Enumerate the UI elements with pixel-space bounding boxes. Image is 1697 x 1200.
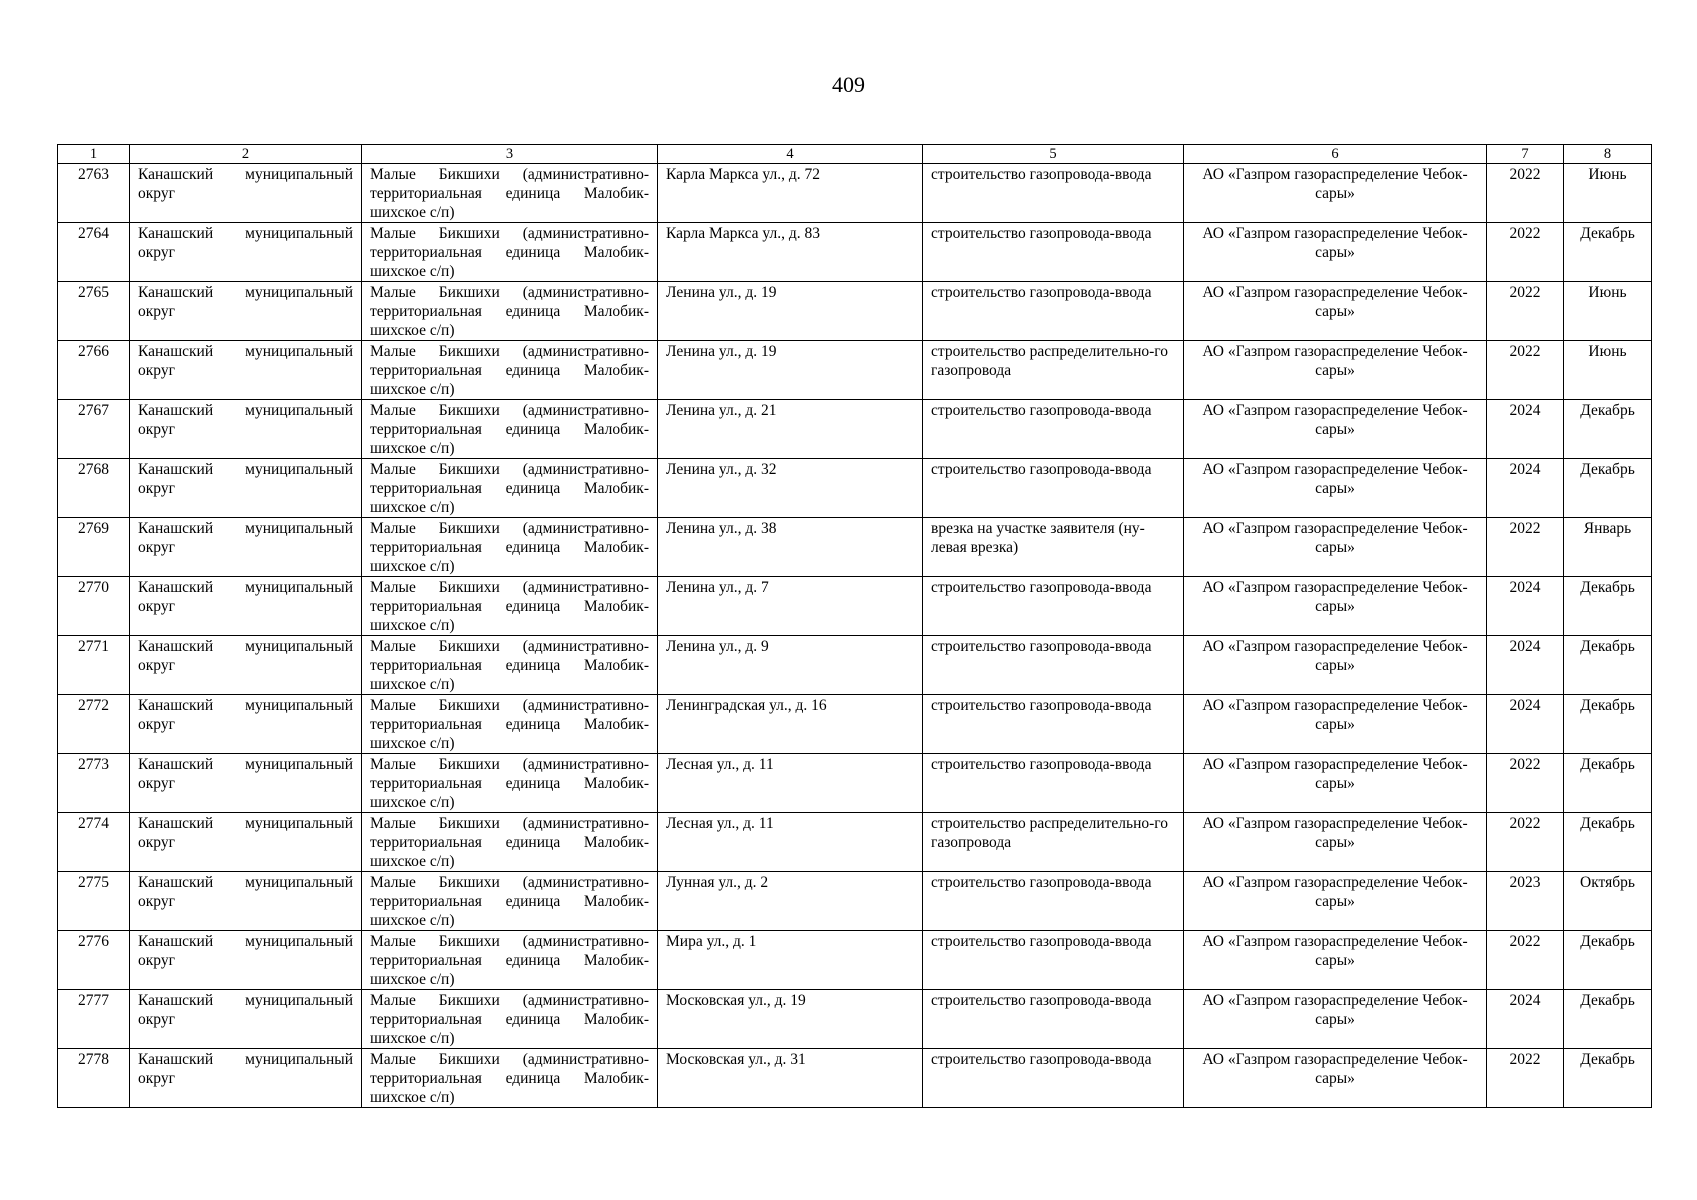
work-type-cell: строительство газопровода-ввода (923, 636, 1184, 695)
organization-cell: АО «Газпром газораспределение Чебок-сары» (1184, 813, 1487, 872)
locality-cell: Малые Бикшихи (административно-территориальная единица Малобик-шихское с/п) (362, 164, 658, 223)
locality-cell: Малые Бикшихи (административно-территориальная единица Малобик-шихское с/п) (362, 636, 658, 695)
work-type-cell: строительство газопровода-ввода (923, 459, 1184, 518)
address-cell: Ленина ул., д. 19 (658, 282, 923, 341)
address-cell: Московская ул., д. 19 (658, 990, 923, 1049)
column-header: 4 (658, 145, 923, 164)
locality-cell: Малые Бикшихи (административно-территориальная единица Малобик-шихское с/п) (362, 695, 658, 754)
locality-cell: Малые Бикшихи (административно-территориальная единица Малобик-шихское с/п) (362, 459, 658, 518)
district-cell: Канашский муниципальный округ (130, 636, 362, 695)
work-type-cell: строительство распределительно-го газопровода (923, 341, 1184, 400)
district-cell: Канашский муниципальный округ (130, 872, 362, 931)
month-cell: Декабрь (1564, 459, 1652, 518)
locality-cell: Малые Бикшихи (административно-территориальная единица Малобик-шихское с/п) (362, 400, 658, 459)
year-cell: 2022 (1487, 341, 1564, 400)
work-type-cell: строительство газопровода-ввода (923, 1049, 1184, 1108)
locality-cell: Малые Бикшихи (административно-территориальная единица Малобик-шихское с/п) (362, 282, 658, 341)
work-type-cell: строительство газопровода-ввода (923, 931, 1184, 990)
month-cell: Июнь (1564, 282, 1652, 341)
locality-cell: Малые Бикшихи (административно-территориальная единица Малобик-шихское с/п) (362, 931, 658, 990)
year-cell: 2022 (1487, 282, 1564, 341)
address-cell: Ленина ул., д. 7 (658, 577, 923, 636)
table-row (58, 518, 1652, 577)
column-header: 2 (130, 145, 362, 164)
organization-cell: АО «Газпром газораспределение Чебок-сары» (1184, 223, 1487, 282)
address-cell: Лунная ул., д. 2 (658, 872, 923, 931)
district-cell: Канашский муниципальный округ (130, 518, 362, 577)
month-cell: Декабрь (1564, 636, 1652, 695)
month-cell: Декабрь (1564, 754, 1652, 813)
locality-cell: Малые Бикшихи (административно-территориальная единица Малобик-шихское с/п) (362, 813, 658, 872)
row-number: 2763 (58, 164, 130, 223)
table-row (58, 223, 1652, 282)
column-header: 1 (58, 145, 130, 164)
year-cell: 2024 (1487, 636, 1564, 695)
month-cell: Декабрь (1564, 1049, 1652, 1108)
district-cell: Канашский муниципальный округ (130, 990, 362, 1049)
column-number-row (58, 145, 1652, 164)
address-cell: Лесная ул., д. 11 (658, 813, 923, 872)
year-cell: 2024 (1487, 400, 1564, 459)
address-cell: Карла Маркса ул., д. 83 (658, 223, 923, 282)
organization-cell: АО «Газпром газораспределение Чебок-сары» (1184, 282, 1487, 341)
district-cell: Канашский муниципальный округ (130, 459, 362, 518)
year-cell: 2024 (1487, 577, 1564, 636)
year-cell: 2022 (1487, 931, 1564, 990)
address-cell: Карла Маркса ул., д. 72 (658, 164, 923, 223)
organization-cell: АО «Газпром газораспределение Чебок-сары» (1184, 695, 1487, 754)
year-cell: 2022 (1487, 813, 1564, 872)
column-header: 3 (362, 145, 658, 164)
work-type-cell: строительство газопровода-ввода (923, 400, 1184, 459)
year-cell: 2023 (1487, 872, 1564, 931)
row-number: 2765 (58, 282, 130, 341)
work-type-cell: строительство газопровода-ввода (923, 577, 1184, 636)
district-cell: Канашский муниципальный округ (130, 164, 362, 223)
address-cell: Ленина ул., д. 19 (658, 341, 923, 400)
row-number: 2771 (58, 636, 130, 695)
district-cell: Канашский муниципальный округ (130, 400, 362, 459)
table-row (58, 164, 1652, 223)
locality-cell: Малые Бикшихи (административно-территориальная единица Малобик-шихское с/п) (362, 341, 658, 400)
month-cell: Декабрь (1564, 577, 1652, 636)
year-cell: 2022 (1487, 223, 1564, 282)
organization-cell: АО «Газпром газораспределение Чебок-сары» (1184, 400, 1487, 459)
organization-cell: АО «Газпром газораспределение Чебок-сары» (1184, 341, 1487, 400)
month-cell: Декабрь (1564, 931, 1652, 990)
column-header: 8 (1564, 145, 1652, 164)
column-header: 7 (1487, 145, 1564, 164)
year-cell: 2024 (1487, 459, 1564, 518)
row-number: 2769 (58, 518, 130, 577)
organization-cell: АО «Газпром газораспределение Чебок-сары» (1184, 754, 1487, 813)
year-cell: 2022 (1487, 754, 1564, 813)
month-cell: Декабрь (1564, 990, 1652, 1049)
locality-cell: Малые Бикшихи (административно-территориальная единица Малобик-шихское с/п) (362, 1049, 658, 1108)
row-number: 2775 (58, 872, 130, 931)
month-cell: Январь (1564, 518, 1652, 577)
row-number: 2768 (58, 459, 130, 518)
row-number: 2767 (58, 400, 130, 459)
table-row (58, 1049, 1652, 1108)
table-row (58, 872, 1652, 931)
locality-cell: Малые Бикшихи (административно-территориальная единица Малобик-шихское с/п) (362, 754, 658, 813)
district-cell: Канашский муниципальный округ (130, 931, 362, 990)
locality-cell: Малые Бикшихи (административно-территориальная единица Малобик-шихское с/п) (362, 990, 658, 1049)
table-row (58, 341, 1652, 400)
district-cell: Канашский муниципальный округ (130, 754, 362, 813)
work-type-cell: строительство газопровода-ввода (923, 990, 1184, 1049)
row-number: 2764 (58, 223, 130, 282)
locality-cell: Малые Бикшихи (административно-территориальная единица Малобик-шихское с/п) (362, 577, 658, 636)
address-cell: Ленина ул., д. 9 (658, 636, 923, 695)
year-cell: 2022 (1487, 1049, 1564, 1108)
month-cell: Июнь (1564, 341, 1652, 400)
row-number: 2766 (58, 341, 130, 400)
table-row (58, 931, 1652, 990)
table-row (58, 282, 1652, 341)
organization-cell: АО «Газпром газораспределение Чебок-сары» (1184, 459, 1487, 518)
table-row (58, 813, 1652, 872)
year-cell: 2022 (1487, 518, 1564, 577)
organization-cell: АО «Газпром газораспределение Чебок-сары» (1184, 577, 1487, 636)
month-cell: Декабрь (1564, 400, 1652, 459)
work-type-cell: строительство газопровода-ввода (923, 754, 1184, 813)
address-cell: Ленинградская ул., д. 16 (658, 695, 923, 754)
table-row (58, 695, 1652, 754)
work-type-cell: строительство газопровода-ввода (923, 223, 1184, 282)
table-row (58, 990, 1652, 1049)
locality-cell: Малые Бикшихи (административно-территориальная единица Малобик-шихское с/п) (362, 872, 658, 931)
table-row (58, 459, 1652, 518)
work-type-cell: строительство газопровода-ввода (923, 695, 1184, 754)
organization-cell: АО «Газпром газораспределение Чебок-сары» (1184, 164, 1487, 223)
organization-cell: АО «Газпром газораспределение Чебок-сары» (1184, 518, 1487, 577)
year-cell: 2024 (1487, 695, 1564, 754)
district-cell: Канашский муниципальный округ (130, 1049, 362, 1108)
row-number: 2773 (58, 754, 130, 813)
month-cell: Июнь (1564, 164, 1652, 223)
organization-cell: АО «Газпром газораспределение Чебок-сары» (1184, 990, 1487, 1049)
work-type-cell: строительство газопровода-ввода (923, 282, 1184, 341)
address-cell: Ленина ул., д. 32 (658, 459, 923, 518)
month-cell: Декабрь (1564, 223, 1652, 282)
address-cell: Московская ул., д. 31 (658, 1049, 923, 1108)
table-row (58, 636, 1652, 695)
organization-cell: АО «Газпром газораспределение Чебок-сары» (1184, 1049, 1487, 1108)
row-number: 2778 (58, 1049, 130, 1108)
row-number: 2774 (58, 813, 130, 872)
column-header: 6 (1184, 145, 1487, 164)
row-number: 2772 (58, 695, 130, 754)
address-cell: Ленина ул., д. 38 (658, 518, 923, 577)
address-cell: Ленина ул., д. 21 (658, 400, 923, 459)
year-cell: 2022 (1487, 164, 1564, 223)
address-cell: Мира ул., д. 1 (658, 931, 923, 990)
district-cell: Канашский муниципальный округ (130, 282, 362, 341)
table-body (58, 164, 1652, 1108)
organization-cell: АО «Газпром газораспределение Чебок-сары» (1184, 872, 1487, 931)
row-number: 2776 (58, 931, 130, 990)
work-type-cell: строительство газопровода-ввода (923, 872, 1184, 931)
row-number: 2770 (58, 577, 130, 636)
table-row (58, 577, 1652, 636)
organization-cell: АО «Газпром газораспределение Чебок-сары» (1184, 931, 1487, 990)
district-cell: Канашский муниципальный округ (130, 813, 362, 872)
locality-cell: Малые Бикшихи (административно-территориальная единица Малобик-шихское с/п) (362, 223, 658, 282)
month-cell: Декабрь (1564, 695, 1652, 754)
work-type-cell: строительство распределительно-го газопровода (923, 813, 1184, 872)
table-row (58, 754, 1652, 813)
district-cell: Канашский муниципальный округ (130, 341, 362, 400)
year-cell: 2024 (1487, 990, 1564, 1049)
district-cell: Канашский муниципальный округ (130, 577, 362, 636)
work-type-cell: врезка на участке заявителя (ну-левая врезка) (923, 518, 1184, 577)
page-number: 409 (832, 72, 865, 97)
row-number: 2777 (58, 990, 130, 1049)
column-header: 5 (923, 145, 1184, 164)
work-type-cell: строительство газопровода-ввода (923, 164, 1184, 223)
district-cell: Канашский муниципальный округ (130, 695, 362, 754)
table-row (58, 400, 1652, 459)
month-cell: Декабрь (1564, 813, 1652, 872)
gasification-register-table (57, 144, 1652, 1108)
address-cell: Лесная ул., д. 11 (658, 754, 923, 813)
district-cell: Канашский муниципальный округ (130, 223, 362, 282)
organization-cell: АО «Газпром газораспределение Чебок-сары» (1184, 636, 1487, 695)
month-cell: Октябрь (1564, 872, 1652, 931)
locality-cell: Малые Бикшихи (административно-территориальная единица Малобик-шихское с/п) (362, 518, 658, 577)
